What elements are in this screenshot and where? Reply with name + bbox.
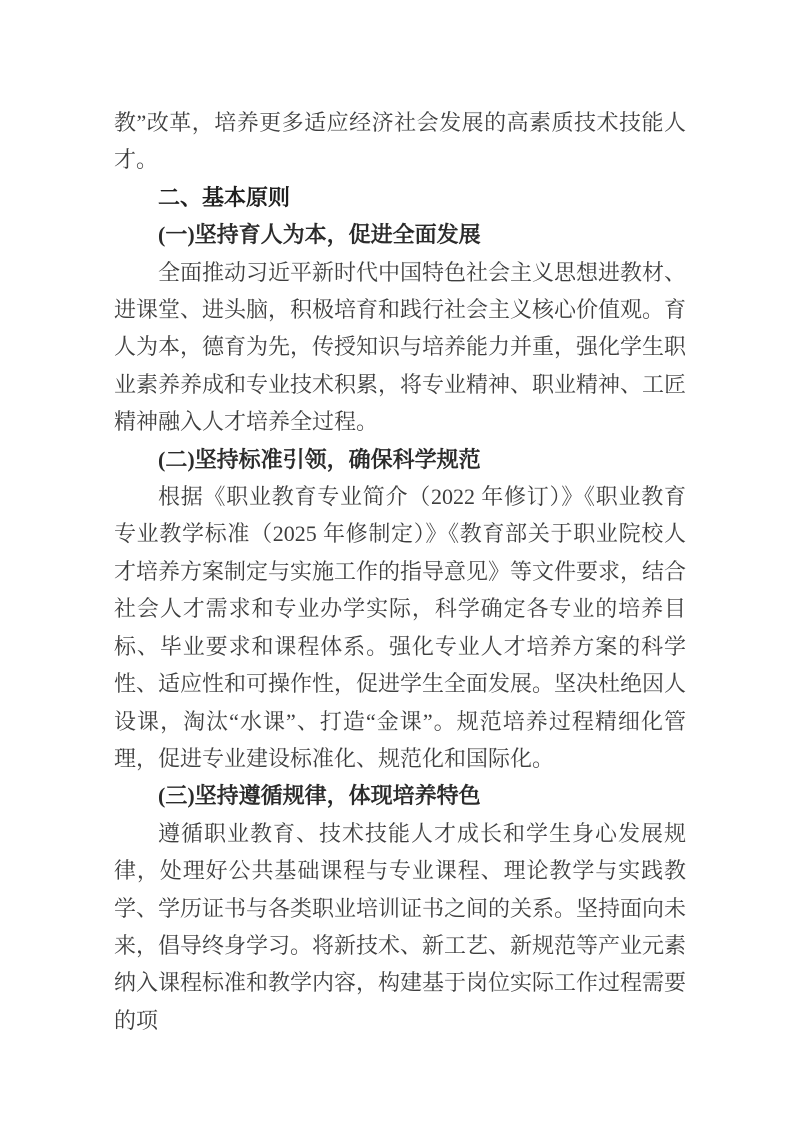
- paragraph-subsection-2: 根据《职业教育专业简介（2022 年修订）》《职业教育专业教学标准（2025 年修制定）》《教育部关于职业院校人才培养方案制定与实施工作的指导意见》等文件要求，结合社会人才需求和专业办学实际，科学确定各专业的培养目标、毕业要求和课程体系。强化专业人才培养方案的科学性、适应性和可操作性，促进学生全面发展。坚决杜绝因人设课，淘汰“水课”、打造“金课”。规范培养过程精细化管理，促进专业建设标准化、规范化和国际化。: [114, 484, 687, 771]
- paragraph-continuation: 教”改革，培养更多适应经济社会发展的高素质技术技能人才。: [114, 110, 686, 173]
- paragraph-subsection-1: 全面推动习近平新时代中国特色社会主义思想进教材、进课堂、进头脑，积极培育和践行社会主义核心价值观。育人为本，德育为先，传授知识与培养能力并重，强化学生职业素养养成和专业技术积累，将专业精神、职业精神、工匠精神融入人才培养全过程。: [114, 259, 687, 435]
- section-heading-basic-principles: 二、基本原则: [158, 184, 291, 210]
- paragraph-subsection-3: 遵循职业教育、技术技能人才成长和学生身心发展规律，处理好公共基础课程与专业课程、理论教学与实践教学、学历证书与各类职业培训证书之间的关系。坚持面向未来，倡导终身学习。将新技术、新工艺、新规范等产业元素纳入课程标准和教学内容，构建基于岗位实际工作过程需要的项: [114, 820, 687, 1033]
- document-content: [114, 104, 686, 1039]
- subsection-heading-2: (二)坚持标准引领，确保科学规范: [158, 446, 481, 472]
- subsection-heading-3: (三)坚持遵循规律，体现培养特色: [158, 783, 481, 809]
- subsection-heading-1: (一)坚持育人为本，促进全面发展: [158, 222, 481, 248]
